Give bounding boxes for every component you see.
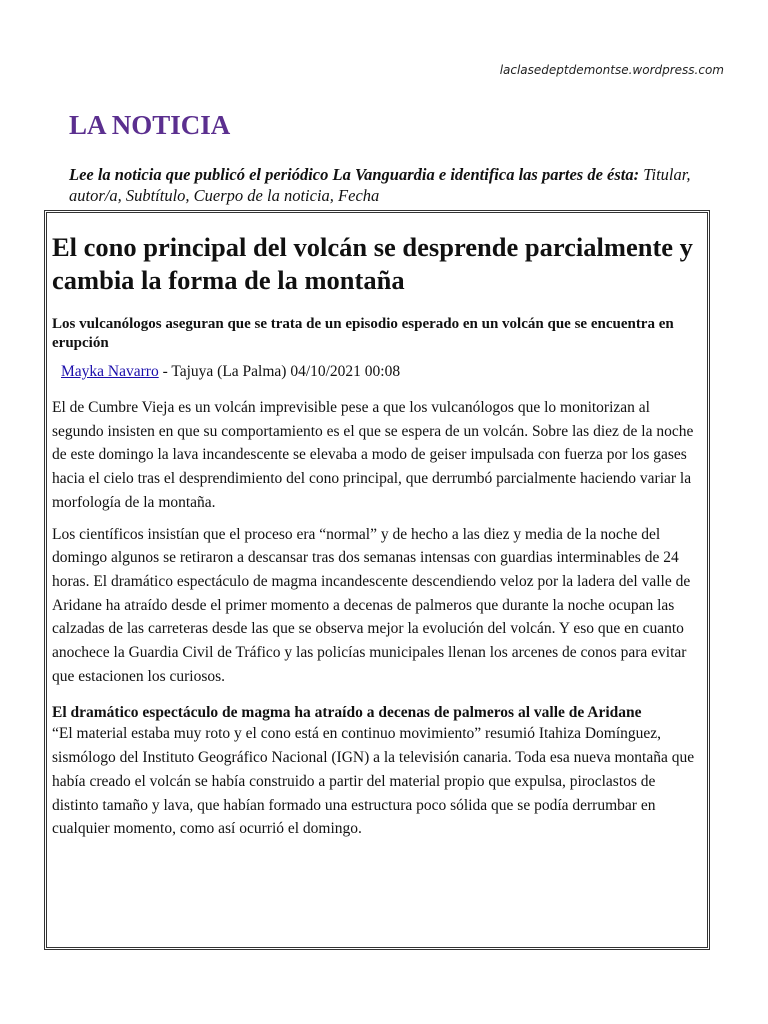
page-title: LA NOTICIA: [69, 110, 231, 140]
article-paragraph-3: “El material estaba muy roto y el cono está en continuo movimiento” resumió Itahiza Domínguez, sismólogo del Instituto Geográfico Nacional (IGN) a la televisión canaria. Toda esa nueva montaña que había creado el volcán se había construido a partir del material propio que expulsa, piroclastos de distinto tamaño y lava, que habían formado una estructura poco sólida que se podía derrumbar en cualquier momento, como así ocurrió el domingo.: [52, 725, 695, 838]
dateline: - Tajuya (La Palma) 04/10/2021 00:08: [158, 363, 401, 380]
article-byline: [61, 362, 702, 382]
source-url: laclasedeptdemontse.wordpress.com: [499, 63, 724, 77]
article-subtitle: Los vulcanólogos aseguran que se trata de un episodio esperado en un volcán que se encuentra en erupción: [52, 316, 674, 351]
instructions-parts: Titular, autor/a, Subtítulo, Cuerpo de la noticia, Fecha: [69, 165, 691, 205]
article-subhead: El dramático espectáculo de magma ha atraído a decenas de palmeros al valle de Aridane: [52, 704, 642, 722]
author-link[interactable]: Mayka Navarro: [61, 363, 159, 380]
article-headline: El cono principal del volcán se desprende parcialmente y cambia la forma de la montaña: [52, 232, 693, 295]
instructions: [69, 164, 729, 206]
article-paragraph-2: Los científicos insistían que el proceso era “normal” y de hecho a las diez y media de la noche del domingo algunos se retiraron a descansar tras dos semanas intensas con guardias interminables de 24 horas. El dramático espectáculo de magma incandescente descendiendo veloz por la ladera del valle de Aridane ha atraído desde el primer momento a decenas de palmeros que durante la noche ocupan las calzadas de las carreteras desde las que se observa mejor la evolución del volcán. Y eso que en cuanto anochece la Guardia Civil de Tráfico y las policías municipales llenan los arcenes de conos para evitar que estacionen los curiosos.: [52, 525, 691, 685]
instructions-bold: Lee la noticia que publicó el periódico La Vanguardia e identifica las partes de ésta:: [69, 165, 640, 184]
article-box: [44, 210, 710, 950]
article-paragraph-1: El de Cumbre Vieja es un volcán imprevisible pese a que los vulcanólogos que lo monitorizan al segundo insisten en que su comportamiento es el que se espera de un volcán. Sobre las diez de la noche de este domingo la lava incandescente se elevaba a modo de geiser impulsada con fuerza por los gases hacia el cielo tras el desprendimiento del cono principal, que derrumbó parcialmente haciendo variar la morfología de la montaña.: [52, 399, 694, 511]
